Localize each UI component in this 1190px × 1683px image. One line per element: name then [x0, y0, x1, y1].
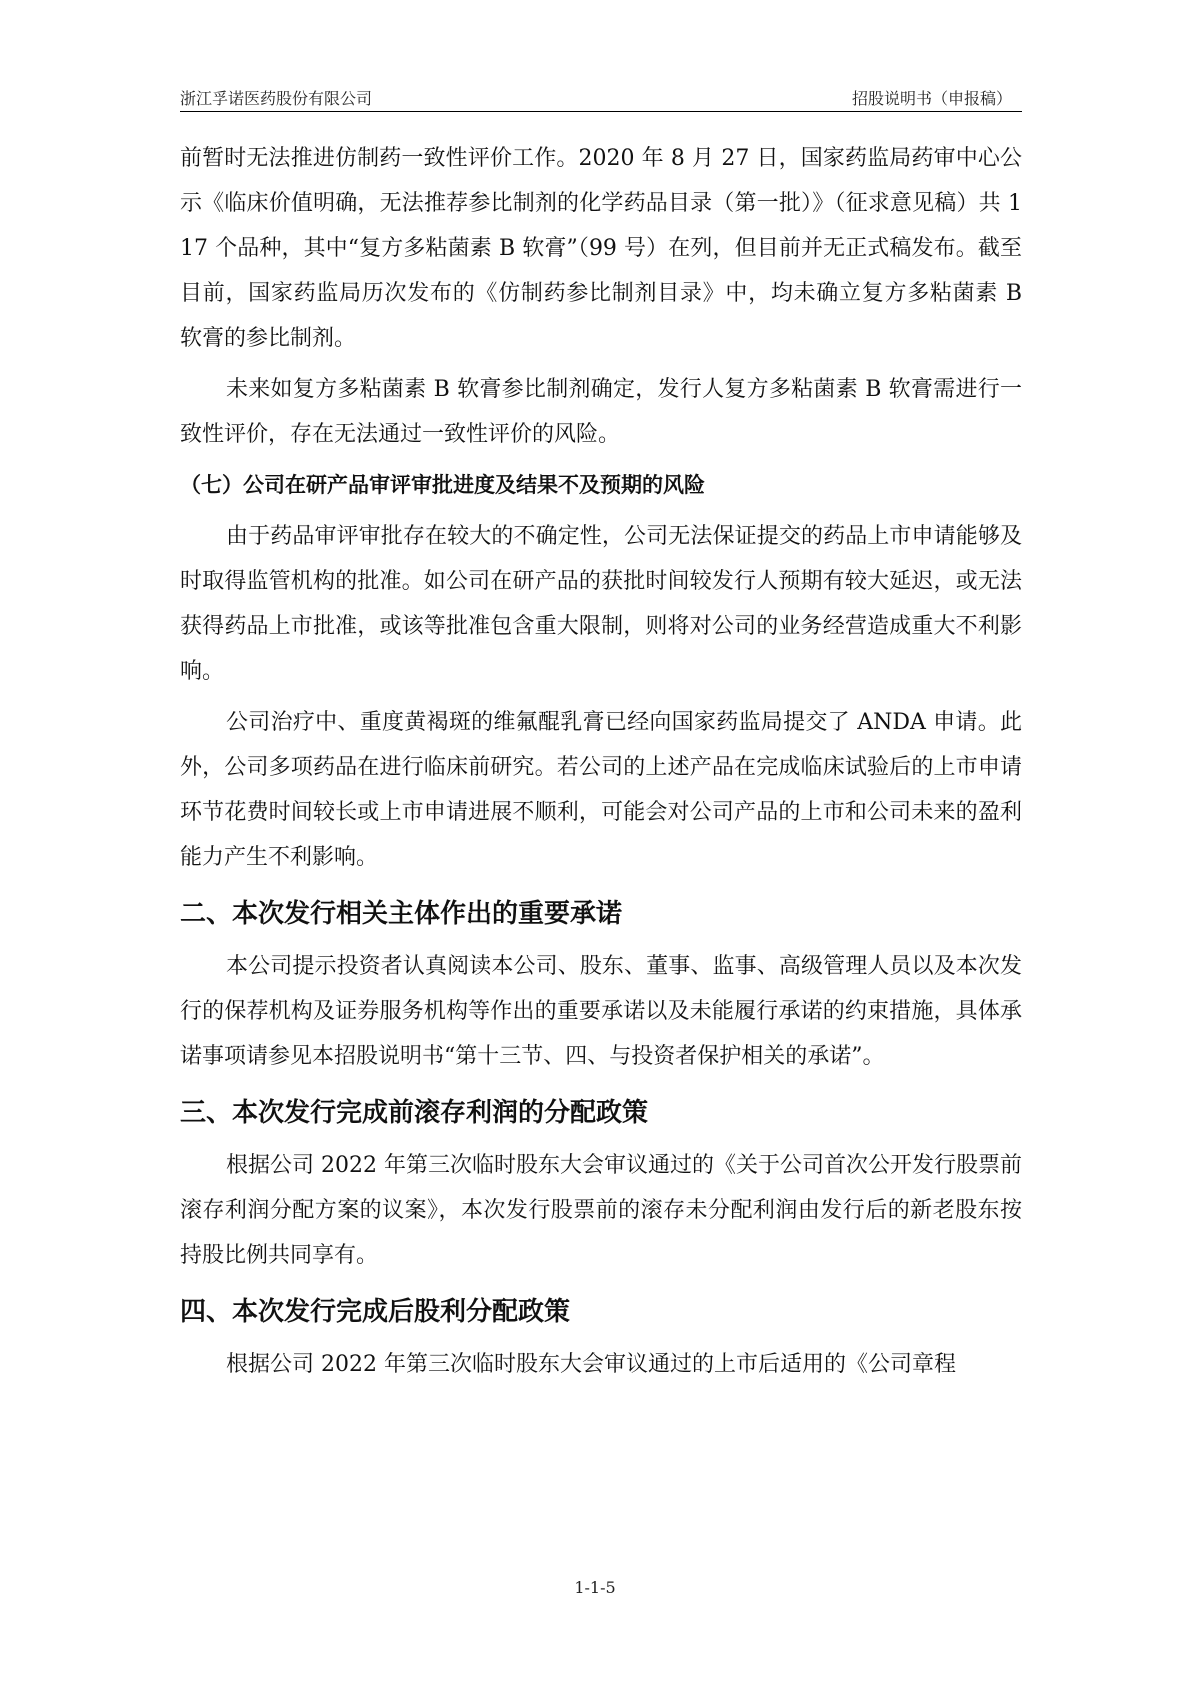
- paragraph-reference-preparation: 前暂时无法推进仿制药一致性评价工作。2020 年 8 月 27 日，国家药监局药审中心公示《临床价值明确，无法推荐参比制剂的化学药品目录（第一批）》（征求意见稿）共 117 个品种，其中“复方多粘菌素 B 软膏”（99 号）在列，但目前并无正式稿发布。截至目前，国家药监局历次发布的《仿制药参比制剂目录》中，均未确立复方多粘菌素 B 软膏的参比制剂。: [180, 146, 1022, 351]
- header-document-title: 招股说明书（申报稿）: [851, 89, 1012, 108]
- heading-retained-profit-policy: 三、本次发行完成前滚存利润的分配政策: [180, 1098, 649, 1128]
- header-divider: [180, 111, 1022, 112]
- paragraph-commitments: 本公司提示投资者认真阅读本公司、股东、董事、监事、高级管理人员以及本次发行的保荐机构及证券服务机构等作出的重要承诺以及未能履行承诺的约束措施，具体承诺事项请参见本招股说明书“第十三节、四、与投资者保护相关的承诺”。: [180, 954, 1022, 1069]
- section-7-title: （七）公司在研产品审评审批进度及结果不及预期的风险: [180, 473, 705, 497]
- paragraph-retained-profit: 根据公司 2022 年第三次临时股东大会审议通过的《关于公司首次公开发行股票前滚存利润分配方案的议案》，本次发行股票前的滚存未分配利润由发行后的新老股东按持股比例共同享有。: [180, 1153, 1022, 1268]
- header-company-name: 浙江孚诺医药股份有限公司: [180, 89, 373, 108]
- paragraph-dividend-policy: 根据公司 2022 年第三次临时股东大会审议通过的上市后适用的《公司章程: [226, 1352, 956, 1377]
- heading-dividend-policy: 四、本次发行完成后股利分配政策: [180, 1297, 571, 1327]
- paragraph-consistency-risk: 未来如复方多粘菌素 B 软膏参比制剂确定，发行人复方多粘菌素 B 软膏需进行一致性评价，存在无法通过一致性评价的风险。: [180, 377, 1022, 447]
- page-header: [180, 84, 1022, 110]
- paragraph-anda-application: 公司治疗中、重度黄褐斑的维氟醌乳膏已经向国家药监局提交了 ANDA 申请。此外，公司多项药品在进行临床前研究。若公司的上述产品在完成临床试验后的上市申请环节花费时间较长或上市申请进展不顺利，可能会对公司产品的上市和公司未来的盈利能力产生不利影响。: [180, 710, 1022, 870]
- page-number: 1-1-5: [574, 1578, 616, 1597]
- heading-important-commitments: 二、本次发行相关主体作出的重要承诺: [180, 899, 623, 929]
- paragraph-approval-uncertainty: 由于药品审评审批存在较大的不确定性，公司无法保证提交的药品上市申请能够及时取得监管机构的批准。如公司在研产品的获批时间较发行人预期有较大延迟，或无法获得药品上市批准，或该等批准包含重大限制，则将对公司的业务经营造成重大不利影响。: [180, 524, 1022, 684]
- page-body: [180, 136, 1022, 1387]
